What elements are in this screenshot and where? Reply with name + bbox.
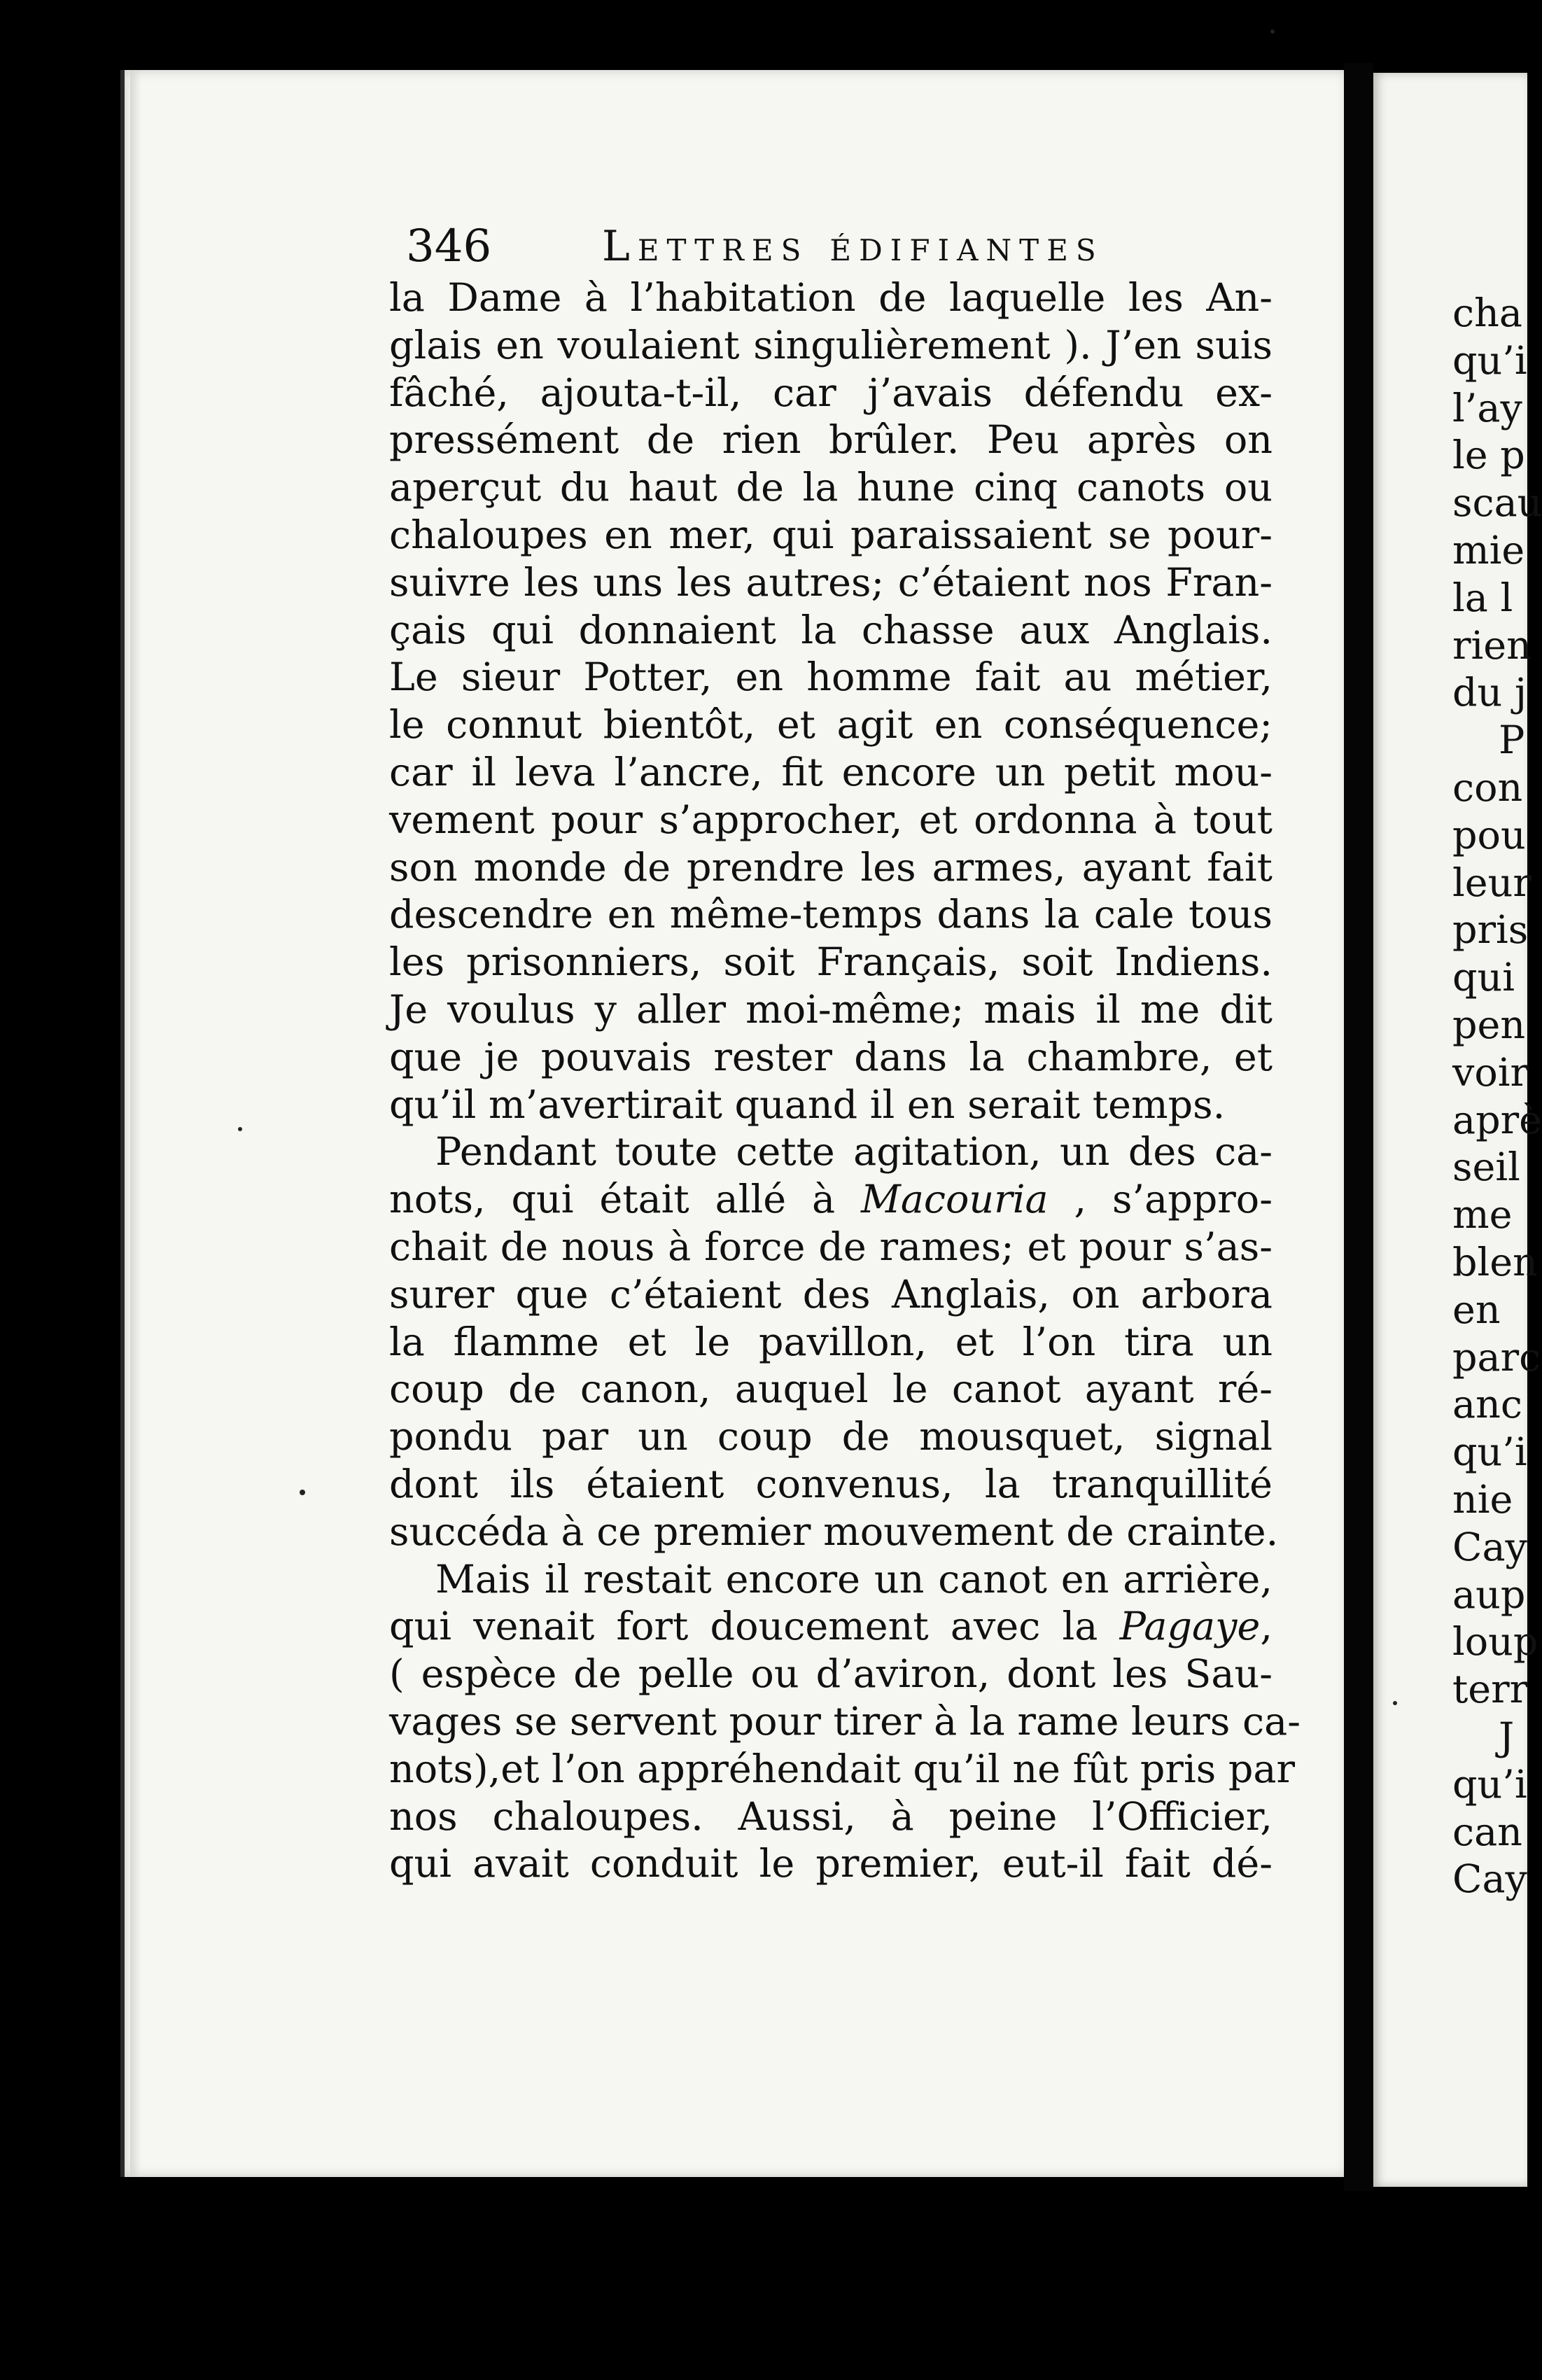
text-fragment: blen — [1452, 1239, 1538, 1285]
text-line: glais en voulaient singulièrement ). J’en suis — [389, 322, 1273, 368]
text-line: Mais il restait encore un canot en arrière, — [435, 1556, 1273, 1602]
text-line: succéda à ce premier mouvement de crainte. — [389, 1508, 1279, 1555]
page-number: 346 — [406, 220, 492, 272]
book-gutter — [1344, 63, 1373, 2191]
text-fragment: con — [1452, 764, 1523, 811]
text-fragment: cha — [1452, 290, 1522, 336]
text-line: fâché, ajouta-t-il, car j’avais défendu ex- — [389, 370, 1273, 416]
text-line: Le sieur Potter, en homme fait au métier, — [389, 654, 1273, 701]
text-fragment: me — [1452, 1192, 1513, 1238]
text-line: aperçut du haut de la hune cinq canots ou — [389, 465, 1273, 511]
text-line: son monde de prendre les armes, ayant fait — [389, 844, 1273, 890]
text-line: vement pour s’approcher, et ordonna à tout — [389, 797, 1273, 843]
text-fragment: pen — [1452, 1002, 1526, 1048]
text-fragment: P — [1499, 718, 1525, 764]
text-fragment: en — [1452, 1287, 1501, 1333]
italic-place-name: Macouria — [861, 1177, 1049, 1223]
text-line: qu’il m’avertirait quand il en serait temps. — [389, 1082, 1226, 1128]
text-fragment: Cay — [1452, 1524, 1527, 1570]
text-fragment: can — [1452, 1809, 1522, 1855]
text-line: nos chaloupes. Aussi, à peine l’Officier, — [389, 1793, 1273, 1840]
right-page-text-fragments — [1452, 290, 1542, 1903]
text-fragment: mie — [1452, 527, 1525, 573]
text-fragment: qu’i — [1452, 337, 1527, 384]
text-fragment: J — [1499, 1714, 1515, 1760]
text-line: surer que c’étaient des Anglais, on arbora — [389, 1271, 1273, 1317]
text-fragment: voir — [1452, 1049, 1529, 1096]
text-line: ( espèce de pelle ou d’aviron, dont les Sau- — [389, 1651, 1273, 1698]
text-line — [389, 1176, 1273, 1224]
text-fragment: loup — [1452, 1619, 1539, 1665]
text-fragment: rien — [1452, 622, 1532, 668]
text-fragment: terr — [1452, 1667, 1529, 1713]
text-fragment: anc — [1452, 1382, 1522, 1428]
text-line: le connut bientôt, et agit en conséquence; — [389, 702, 1273, 748]
text-fragment: aup — [1452, 1572, 1526, 1618]
text-segment: , s’appro- — [1074, 1177, 1273, 1223]
text-line: suivre les uns les autres; c’étaient nos Fran- — [389, 559, 1273, 606]
text-line: car il leva l’ancre, fit encore un petit mou- — [389, 749, 1273, 795]
text-fragment: pris — [1452, 907, 1529, 953]
text-line: chait de nous à force de rames; et pour s’as- — [389, 1224, 1273, 1270]
text-segment: qui venait fort doucement avec la — [389, 1604, 1098, 1650]
text-line: çais qui donnaient la chasse aux Anglais. — [389, 607, 1273, 653]
ink-speck — [1393, 1701, 1397, 1705]
page-body-text — [389, 274, 1301, 1888]
ink-speck — [238, 1127, 242, 1131]
text-line: vages se servent pour tirer à la rame leurs ca- — [389, 1698, 1301, 1744]
text-line: nots),et l’on appréhendait qu’il ne fût pris par — [389, 1746, 1295, 1792]
text-fragment: l’ay — [1452, 385, 1522, 431]
text-fragment: le p — [1452, 433, 1525, 479]
text-line — [389, 1603, 1273, 1651]
ink-speck — [300, 1490, 305, 1495]
running-head — [406, 218, 1288, 274]
text-segment: , — [1260, 1604, 1273, 1650]
text-fragment: Cay — [1452, 1856, 1527, 1903]
text-fragment: pou — [1452, 812, 1526, 858]
text-line: coup de canon, auquel le canot ayant ré- — [389, 1366, 1273, 1413]
text-line: Pendant toute cette agitation, un des ca- — [435, 1129, 1273, 1175]
text-line: pondu par un coup de mousquet, signal — [389, 1414, 1273, 1460]
text-line: que je pouvais rester dans la chambre, et — [389, 1034, 1273, 1080]
text-fragment: qu’i — [1452, 1761, 1527, 1807]
text-fragment: la l — [1452, 575, 1513, 621]
text-line: descendre en même-temps dans la cale tous — [389, 892, 1273, 938]
text-fragment: seil — [1452, 1144, 1520, 1191]
text-fragment: qui — [1452, 955, 1515, 1001]
text-fragment: aprè — [1452, 1097, 1542, 1143]
text-fragment: scau — [1452, 480, 1542, 526]
text-line: Je voulus y aller moi-même; mais il me dit — [389, 986, 1273, 1032]
ink-speck — [1270, 29, 1275, 34]
text-fragment: du j — [1452, 670, 1527, 716]
text-line: la Dame à l’habitation de laquelle les An- — [389, 275, 1273, 321]
text-line: dont ils étaient convenus, la tranquillité — [389, 1461, 1273, 1507]
text-fragment: nie — [1452, 1476, 1513, 1522]
italic-term: Pagaye — [1119, 1604, 1261, 1650]
text-fragment: leur — [1452, 860, 1532, 906]
text-line: chaloupes en mer, qui paraissaient se pour- — [389, 512, 1273, 558]
running-title: Lettres édifiantes — [602, 222, 1104, 271]
text-line: qui avait conduit le premier, eut-il fait dé- — [389, 1841, 1273, 1887]
text-line: pressément de rien brûler. Peu après on — [389, 417, 1273, 463]
text-line: la flamme et le pavillon, et l’on tira un — [389, 1319, 1273, 1365]
text-fragment: parc — [1452, 1334, 1541, 1380]
text-line: les prisonniers, soit Français, soit Indiens. — [389, 939, 1273, 986]
text-fragment: qu’i — [1452, 1429, 1527, 1476]
text-segment: nots, qui était allé à — [389, 1177, 836, 1223]
